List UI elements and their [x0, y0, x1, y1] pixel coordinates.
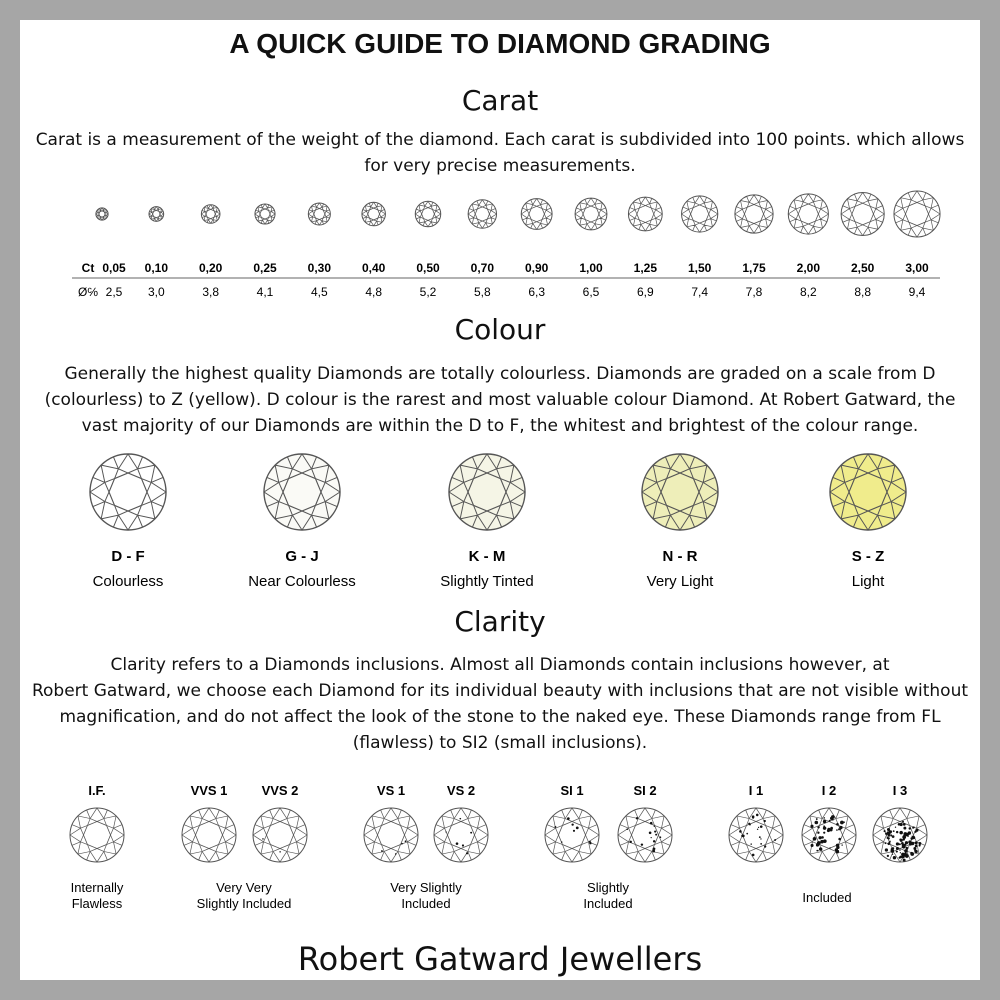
clarity-grade-code: I 3 [892, 783, 908, 798]
carat-diamond-icon [308, 203, 330, 225]
clarity-grade-code: SI 1 [560, 783, 584, 798]
colour-grade-code: N - R [662, 548, 698, 565]
clarity-group-label: Slightly Included [196, 896, 292, 911]
carat-diamond-icon [841, 192, 884, 235]
clarity-diamond-icon [364, 808, 418, 862]
carat-description: Carat is a measurement of the weight of the diamond. Each carat is subdivided into 100 points. which allows for very precise measurements. [35, 130, 965, 176]
carat-diamond-icon [201, 205, 220, 224]
clarity-grade-code: VS 2 [446, 783, 476, 798]
colour-heading: Colour [454, 313, 546, 346]
carat-weight-value: 2,50 [850, 261, 875, 275]
colour-diamond-icon [264, 454, 340, 530]
carat-scale [0, 180, 1000, 305]
clarity-line-1: Clarity refers to a Diamonds inclusions. Almost all Diamonds contain inclusions however, at [110, 655, 890, 675]
carat-diamond-icon [521, 199, 552, 230]
carat-weight-value: 2,00 [796, 261, 821, 275]
carat-weight-value: 1,00 [579, 261, 603, 275]
carat-weight-value: 0,25 [253, 261, 277, 275]
clarity-diamond-icon [70, 808, 124, 862]
carat-diamond-icon [735, 195, 773, 233]
carat-diameter-value: 6,5 [582, 285, 600, 299]
carat-diameter-value: 3,8 [202, 285, 220, 299]
clarity-line-2: Robert Gatward, we choose each Diamond for its individual beauty with inclusions that are not visible without [31, 681, 969, 701]
clarity-grade-code: VS 1 [376, 783, 406, 798]
footer-brand: Robert Gatward Jewellers [297, 940, 703, 978]
colour-grade-code: D - F [111, 548, 145, 565]
colour-grade-code: K - M [468, 548, 506, 565]
carat-diameter-value: 6,3 [528, 285, 546, 299]
carat-diamond-icon [362, 202, 386, 226]
carat-weight-value: 0,40 [361, 261, 386, 275]
carat-diameter-value: 6,9 [636, 285, 654, 299]
clarity-group-label: Flawless [71, 896, 123, 911]
colour-diamond-icon [449, 454, 525, 530]
clarity-diamond-icon [253, 808, 307, 862]
carat-diameter-value: 9,4 [908, 285, 926, 299]
carat-weight-value: 1,25 [633, 261, 658, 275]
colour-grade-code: S - Z [851, 548, 885, 565]
colour-description: Generally the highest quality Diamonds are totally colourless. Diamonds are graded on a scale from D (colourless) to Z (yellow). D colour is the rarest and most valuable colour Diamond. At Robert Gatward, the vast majority of our Diamonds are within the D to F, the whitest and brightest of the colour range. [44, 364, 956, 436]
clarity-group-label: Slightly [587, 880, 629, 895]
carat-diamond-icon [415, 201, 440, 226]
carat-diameter-value: 5,8 [473, 285, 491, 299]
clarity-group-label: Very Very [216, 880, 272, 895]
carat-heading: Carat [461, 84, 539, 117]
colour-grade-label: Slightly Tinted [440, 573, 534, 590]
colour-grade-label: Very Light [646, 573, 714, 590]
carat-weight-value: 0,20 [198, 261, 223, 275]
clarity-group-label: Included [802, 890, 852, 905]
carat-weight-value: 1,50 [687, 261, 712, 275]
clarity-group-label: Very Slightly [390, 880, 462, 895]
clarity-diamond-icon [802, 808, 856, 862]
carat-diameter-value: 4,8 [365, 285, 383, 299]
carat-weight-value: 0,10 [144, 261, 169, 275]
clarity-description [25, 652, 975, 756]
clarity-diamond-icon [729, 808, 783, 862]
colour-diamond-icon [642, 454, 718, 530]
carat-weight-value: 3,00 [905, 261, 929, 275]
clarity-grade-code: VVS 1 [190, 783, 228, 798]
clarity-scale [0, 775, 1000, 925]
colour-diamond-icon [830, 454, 906, 530]
carat-diameter-label: Ø℅ [78, 285, 98, 299]
carat-diamond-icon [894, 191, 940, 237]
carat-diamond-icon [468, 200, 496, 228]
carat-diameter-value: 7,8 [745, 285, 763, 299]
carat-weight-value: 0,70 [470, 261, 495, 275]
carat-diameter-value: 4,5 [310, 285, 328, 299]
clarity-diamond-icon [545, 808, 599, 862]
clarity-group-label: Included [583, 896, 633, 911]
clarity-grade-code: I.F. [88, 783, 106, 798]
carat-diameter-value: 7,4 [691, 285, 709, 299]
clarity-line-3: magnification, and do not affect the look of the stone to the naked eye. These Diamonds range from FL [59, 707, 941, 727]
clarity-grade-code: VVS 2 [261, 783, 299, 798]
page-title: A QUICK GUIDE TO DIAMOND GRADING [229, 28, 771, 59]
carat-diamond-icon [96, 208, 108, 220]
colour-grade-label: Near Colourless [248, 573, 356, 590]
carat-diamond-icon [682, 196, 718, 232]
carat-weight-value: 0,05 [102, 261, 126, 275]
colour-grade-label: Light [851, 573, 885, 590]
carat-diameter-value: 8,8 [854, 285, 872, 299]
clarity-line-4: (flawless) to SI2 (small inclusions). [352, 733, 648, 753]
carat-weight-value: 0,30 [307, 261, 332, 275]
carat-diameter-value: 4,1 [256, 285, 274, 299]
clarity-diamond-icon [434, 808, 488, 862]
clarity-diamond-icon [873, 808, 927, 862]
clarity-heading: Clarity [454, 605, 546, 638]
carat-diamond-icon [788, 194, 828, 234]
carat-weight-label: Ct [81, 261, 95, 275]
carat-diameter-value: 8,2 [799, 285, 817, 299]
colour-diamond-icon [90, 454, 166, 530]
clarity-diamond-icon [182, 808, 236, 862]
clarity-group-label: Internally [70, 880, 124, 895]
carat-diameter-value: 3,0 [147, 285, 165, 299]
carat-weight-value: 0,50 [416, 261, 440, 275]
clarity-grade-code: SI 2 [633, 783, 657, 798]
clarity-grade-code: I 2 [821, 783, 837, 798]
carat-diameter-value: 2,5 [105, 285, 123, 299]
carat-weight-value: 0,90 [524, 261, 549, 275]
clarity-grade-code: I 1 [748, 783, 764, 798]
carat-diameter-value: 5,2 [419, 285, 437, 299]
carat-diamond-icon [628, 197, 662, 231]
carat-weight-value: 1,75 [742, 261, 766, 275]
carat-diamond-icon [255, 204, 275, 224]
colour-scale [0, 450, 1000, 600]
carat-diamond-icon [149, 207, 164, 222]
carat-diamond-icon [575, 198, 607, 230]
colour-grade-code: G - J [285, 548, 319, 565]
clarity-diamond-icon [618, 808, 672, 862]
clarity-group-label: Included [401, 896, 451, 911]
colour-grade-label: Colourless [92, 573, 164, 590]
